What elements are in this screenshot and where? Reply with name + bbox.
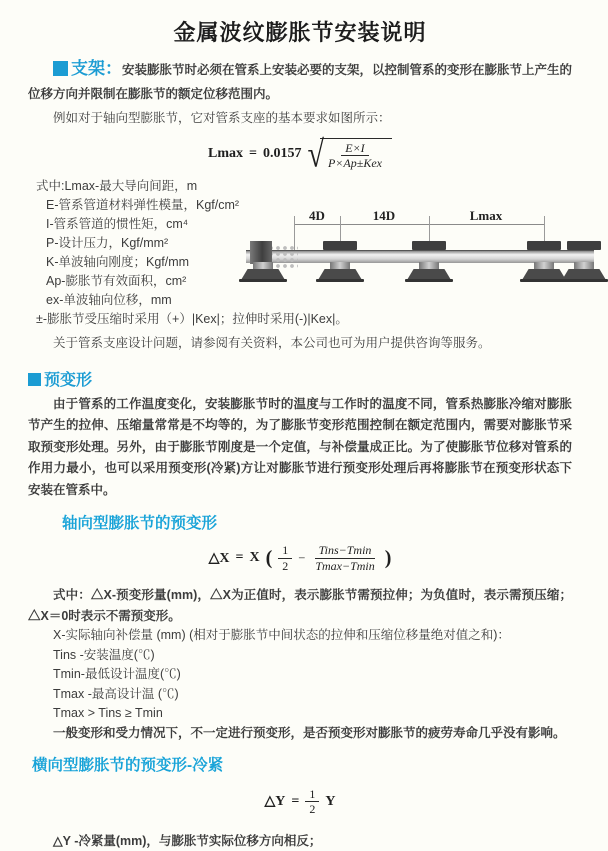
pipe-support-anchor	[239, 208, 287, 288]
section-marker-square	[28, 373, 41, 386]
formula-y: Y	[325, 793, 336, 809]
fraction-numerator: E×I	[341, 141, 368, 156]
axial-definitions-list	[28, 626, 572, 724]
definition-item: Tmax -最高设计温 (℃)	[53, 686, 179, 701]
formula-lhs: △Y	[264, 794, 286, 810]
support-foot	[316, 279, 364, 282]
preform-heading-text: 预变形	[44, 371, 93, 389]
document-page	[0, 16, 600, 848]
support-stem	[574, 262, 594, 270]
fraction-numerator: Tins−Tmin	[315, 543, 376, 558]
support-cap	[412, 241, 446, 250]
radical-sign: √	[307, 133, 324, 175]
support-stem	[253, 262, 273, 270]
lateral-note-text: △Y -冷紧量(mm)，与膨胀节实际位移方向相反；	[53, 833, 322, 848]
open-paren: (	[265, 547, 273, 570]
dim-label-14d: 14D	[372, 208, 396, 223]
support-stem	[330, 262, 350, 270]
temperature-fraction	[311, 543, 378, 573]
support-intro-paragraph	[28, 57, 572, 106]
pipe-support	[316, 208, 364, 288]
preform-body-paragraph: 由于管系的工作温度变化，安装膨胀节时的温度与工作时的温度不同，管系热膨胀冷缩对膨胀节产生的拉伸、压缩量常常是不均等的，为了膨胀节变形范围控制在额定范围内，需要对膨胀节采取预变形处理。另外，由于膨胀节刚度是一个定值，与补偿量成正比。为了使膨胀节位移对管系的作用力最小，也可以采用预变形(冷紧)方让对膨胀节进行预变形处理后再将膨胀节在预变形状态下安装在管系中。	[28, 396, 572, 497]
axial-note-text: 一般变形和受力情况下，不一定进行预变形，是否预变形对膨胀节的疲劳寿命几乎没有影响。	[53, 725, 566, 740]
definition-item: Tmin-最低设计温度(℃)	[53, 667, 181, 682]
definition-item: Tmax > Tins ≥ Tmin	[53, 706, 163, 721]
equals-sign: =	[235, 550, 244, 566]
equals-sign: =	[291, 793, 300, 809]
pipe-support-diagram	[240, 208, 600, 304]
support-stem	[419, 262, 439, 270]
axial-preform-formula	[0, 543, 600, 573]
fraction	[324, 141, 386, 171]
fraction-denominator: 2	[309, 802, 316, 817]
one-half-fraction	[278, 543, 292, 573]
support-section-heading: 支架：	[71, 59, 122, 78]
close-paren: )	[384, 547, 392, 570]
definition-item: ±-膨胀节受压缩时采用（+）|Kex|；拉伸时采用(-)|Kex|。	[36, 311, 348, 326]
axial-subheading: 轴向型膨胀节的预变形	[62, 515, 218, 533]
lateral-preform-formula	[0, 787, 600, 817]
minus-sign: −	[298, 550, 306, 565]
definition-item: I-管系管道的惯性矩，cm⁴	[46, 216, 189, 231]
support-example-text: 例如对于轴向型膨胀节，它对管系支座的基本要求如图所示：	[53, 111, 391, 125]
definition-item: P-设计压力，Kgf/mm²	[46, 235, 169, 250]
formula-x: X	[249, 550, 260, 566]
definition-item: X-实际轴向补偿量 (mm) (相对于膨胀节中间状态的拉伸和压缩位移量绝对值之和)：	[53, 628, 510, 643]
support-note-text: 关于管系支座设计问题，请参阅有关资料，本公司也可为用户提供咨询等服务。	[53, 335, 491, 350]
formula-coefficient: 0.0157	[263, 146, 302, 162]
axial-definition-main: 式中：△X-预变形量(mm)，△X为正值时，表示膨胀节需预拉伸；为负值时，表示需预压缩；△X＝0时表示不需预变形。	[28, 588, 572, 623]
dim-label-4d: 4D	[309, 208, 325, 223]
section-marker-square	[53, 61, 68, 76]
support-foot	[239, 279, 287, 282]
fraction-numerator: 1	[278, 543, 292, 558]
pipe-support	[405, 208, 453, 288]
definition-item: ex-单波轴向位移，mm	[46, 292, 172, 307]
formula-lhs: △X	[208, 550, 230, 566]
fraction-denominator: 2	[282, 558, 289, 573]
fraction-denominator: P×Ap±Kex	[327, 156, 382, 171]
preform-section-heading	[28, 367, 572, 390]
support-cap	[323, 241, 357, 250]
page-title: 金属波纹膨胀节安装说明	[173, 20, 427, 45]
lateral-subheading: 横向型膨胀节的预变形-冷紧	[32, 757, 224, 775]
definition-item: Tins -安装温度(℃)	[53, 647, 155, 662]
definition-item: E-管系管道材料弹性模量，Kgf/cm²	[46, 197, 240, 212]
fraction-denominator: Tmax−Tmin	[315, 558, 375, 573]
square-root	[307, 133, 392, 175]
definition-item: K-单波轴向刚度；Kgf/mm	[46, 254, 190, 269]
formula-lhs: Lmax	[208, 146, 244, 162]
fraction-numerator: 1	[305, 787, 319, 802]
support-stem	[534, 262, 554, 270]
root-content	[320, 138, 392, 171]
one-half-fraction	[305, 787, 319, 817]
support-cap	[527, 241, 561, 250]
pipe-support	[560, 208, 608, 288]
support-foot	[405, 279, 453, 282]
definition-item: 式中:Lmax-最大导向间距，m	[36, 178, 198, 193]
lmax-formula	[0, 133, 600, 175]
support-cap	[567, 241, 601, 250]
support-intro-text: 安装膨胀节时必须在管系上安装必要的支架，以控制管系的变形在膨胀节上产生的位移方向并限制在膨胀节的额定位移范围内。	[28, 63, 573, 101]
dim-label-lmax: Lmax	[469, 208, 503, 223]
equals-sign: =	[249, 146, 257, 162]
support-foot	[560, 279, 608, 282]
definition-item: Ap-膨胀节有效面积，cm²	[46, 273, 187, 288]
